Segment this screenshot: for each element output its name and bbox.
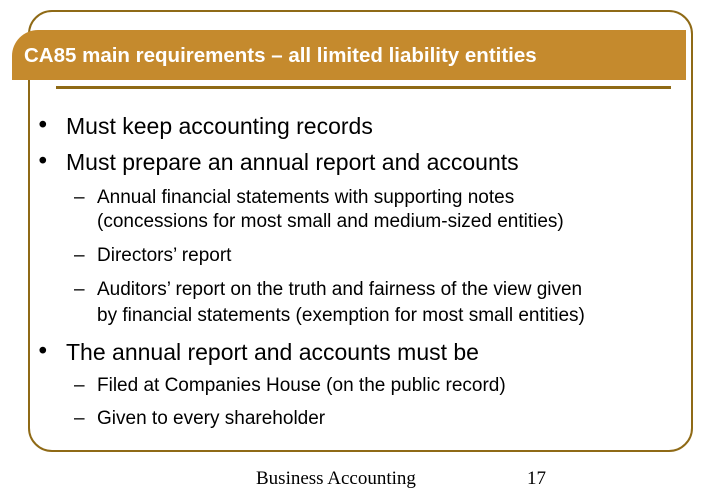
sub-bullet-item: Given to every shareholder	[97, 408, 326, 429]
sub-bullet-item: Annual financial statements with supporting notes	[97, 187, 515, 208]
slide-title: CA85 main requirements – all limited liability entities	[24, 44, 537, 67]
bullet-marker: •	[36, 149, 50, 175]
sub-bullet-item: Directors’ report	[97, 245, 232, 266]
sub-bullet-item: Auditors’ report on the truth and fairness of the view given	[97, 279, 583, 300]
sub-bullet-item: Filed at Companies House (on the public record)	[97, 375, 506, 396]
sub-bullet-item-continued: (concessions for most small and medium-sized entities)	[97, 211, 564, 232]
bullet-marker: •	[36, 113, 50, 139]
sub-bullet-item-continued: by financial statements (exemption for most small entities)	[97, 305, 585, 326]
footer-title: Business Accounting	[256, 468, 416, 489]
bullet-marker: •	[36, 339, 50, 365]
bullet-item: The annual report and accounts must be	[66, 339, 479, 365]
sub-bullet-marker: –	[74, 279, 85, 300]
sub-bullet-marker: –	[74, 187, 85, 208]
page-number: 17	[527, 468, 546, 489]
bullet-item: Must keep accounting records	[66, 113, 373, 139]
sub-bullet-marker: –	[74, 245, 85, 266]
bullet-item: Must prepare an annual report and accounts	[66, 149, 519, 175]
sub-bullet-marker: –	[74, 375, 85, 396]
sub-bullet-marker: –	[74, 408, 85, 429]
